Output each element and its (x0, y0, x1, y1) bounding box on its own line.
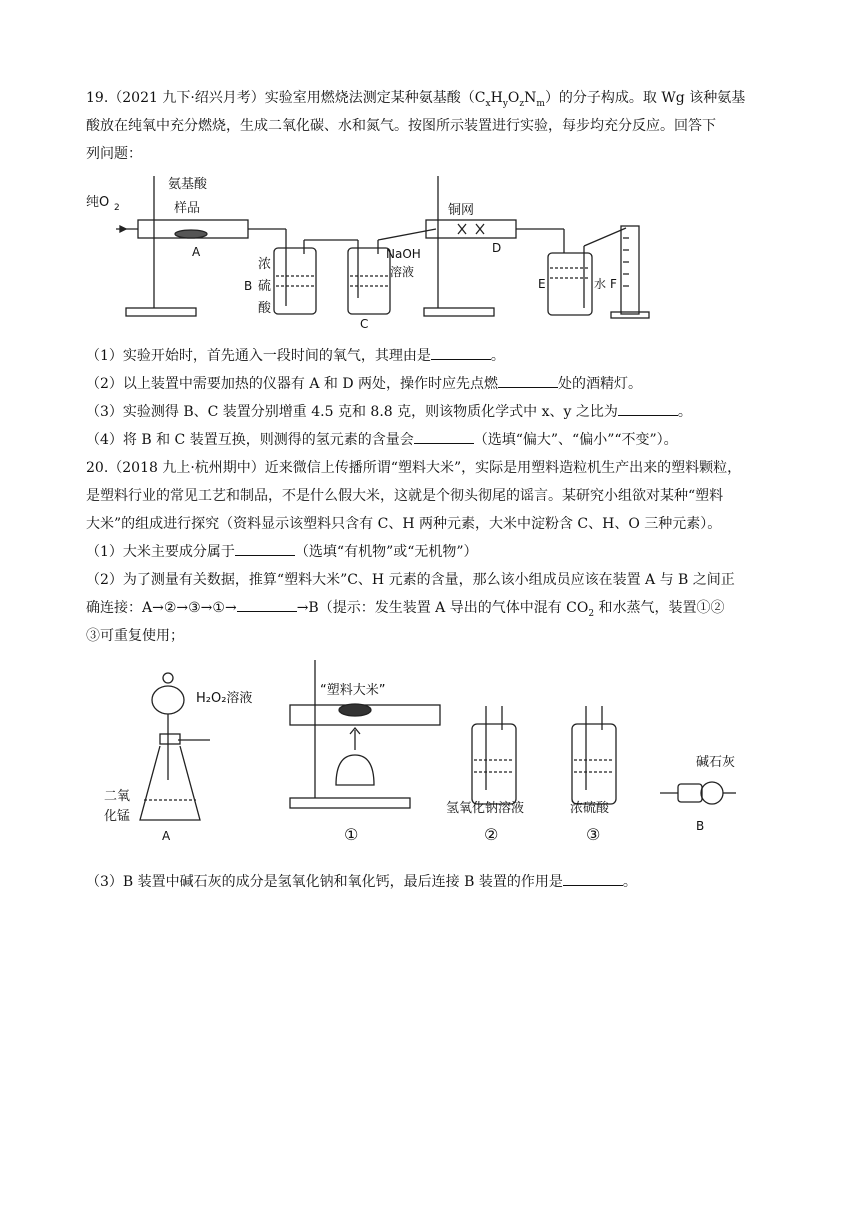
naoh-solution-label: 氢氧化钠溶液 (446, 801, 525, 816)
copper-label: 铜网 (448, 203, 475, 218)
tube-d (426, 220, 516, 238)
q19-sub-2: （2）以上装置中需要加热的仪器有 A 和 D 两处，操作时应先点燃 处的酒精灯。 (86, 370, 776, 398)
bottle-2 (472, 724, 516, 804)
sample-pile (175, 230, 207, 238)
label-a: A (192, 245, 201, 259)
naoh-label-2: 溶液 (390, 265, 415, 279)
answer-blank[interactable] (498, 373, 558, 388)
q19-sub-3: （3）实验测得 B、C 装置分别增重 4.5 克和 8.8 克，则该物质化学式中 x、y 之比为 。 (86, 398, 776, 426)
q19-sub-1: （1）实验开始时，首先通入一段时间的氧气，其理由是 。 (86, 342, 776, 370)
stand-base-d (424, 308, 494, 316)
q20-line-1: 20.（2018 九上·杭州期中）近来微信上传播所谓“塑料大米”，实际是用塑料造粒机生产出来的塑料颗粒， (86, 460, 742, 476)
mno2-label-1: 二氧 (104, 789, 131, 804)
q19-line-2: 酸放在纯氧中充分燃烧，生成二氧化碳、水和氮气。按图所示装置进行实验，每步均充分反应。回答下 (86, 118, 716, 134)
answer-blank[interactable] (431, 345, 491, 360)
label-b: B (244, 279, 253, 293)
bottle-b (274, 248, 316, 314)
label-b: B (696, 819, 705, 833)
q19-apparatus-svg (86, 168, 676, 338)
label-f: F (610, 277, 617, 291)
acid-label-3: 酸 (258, 301, 272, 316)
acid-label-2: 硫 (258, 279, 272, 294)
device-number-1: ① (344, 825, 359, 844)
mno2-label-2: 化锰 (104, 809, 131, 824)
rice-sample (339, 704, 371, 716)
answer-blank[interactable] (237, 597, 297, 612)
arrow-icon (120, 226, 126, 232)
q20-sub-2-line-2: 确连接：A→②→③→①→ →B（提示：发生装置 A 导出的气体中混有 $CO_2$ 和水蒸气，装置①② (86, 594, 776, 628)
water-label: 水 (594, 277, 607, 291)
sample-label-1: 氨基酸 (168, 177, 208, 192)
q20-line-3: 大米”的组成进行探究（资料显示该塑料只含有 C、H 两种元素，大米中淀粉含 C、H、O 三种元素）。 (86, 516, 722, 532)
label-e: E (538, 277, 546, 291)
bottle-3 (572, 724, 616, 804)
bottle-c (348, 248, 390, 314)
device-number-2: ② (484, 825, 499, 844)
answer-blank[interactable] (235, 541, 295, 556)
stand-base-a (126, 308, 196, 316)
cylinder-f (621, 226, 639, 314)
o2-subscript: 2 (114, 203, 120, 213)
bottle-e (548, 253, 592, 315)
h2o2-label: H₂O₂溶液 (196, 691, 253, 706)
soda-lime-label: 碱石灰 (696, 755, 736, 770)
alcohol-lamp (336, 755, 374, 785)
q19-apparatus-figure (86, 168, 676, 338)
drying-tube-b (678, 784, 702, 802)
acid-label-1: 浓 (258, 257, 272, 272)
acid-solution-label: 浓硫酸 (570, 801, 610, 816)
q19-line-1: 19.（2021 九下·绍兴月考）实验室用燃烧法测定某种氨基酸$(C_xH_yO_zN_m)$的分子构成。取 Wg 该种氨基 (86, 90, 746, 109)
device-number-3: ③ (586, 825, 601, 844)
q20-sub-2-line-1: （2）为了测量有关数据，推算“塑料大米”C、H 元素的含量，那么该小组成员应该在装置 A 与 B 之间正 (86, 572, 735, 588)
stand-base-1 (290, 798, 410, 808)
sample-label-2: 样品 (174, 201, 201, 216)
answer-blank[interactable] (618, 401, 678, 416)
label-c: C (360, 317, 369, 331)
o2-label: 纯O (86, 195, 110, 210)
answer-blank[interactable] (414, 429, 474, 444)
q20-apparatus-figure (100, 650, 760, 850)
soda-lime-bulb (701, 782, 723, 804)
q20-apparatus-svg (100, 650, 760, 850)
label-d: D (492, 241, 502, 255)
rice-label: “塑料大米” (320, 683, 386, 698)
q19-line-3: 列问题： (86, 146, 142, 162)
q20-sub-1: （1）大米主要成分属于 （选填“有机物”或“无机物”） (86, 538, 776, 566)
label-a: A (162, 829, 171, 843)
separatory-funnel (152, 686, 184, 714)
answer-blank[interactable] (563, 871, 623, 886)
conical-flask (140, 746, 200, 820)
q20-line-2: 是塑料行业的常见工艺和制品，不是什么假大米，这就是个彻头彻尾的谣言。某研究小组欲对某种“塑料 (86, 488, 724, 504)
funnel-stopper (163, 673, 173, 683)
q20-sub-2-line-3: ③可重复使用； (86, 628, 184, 644)
naoh-label-1: NaOH (386, 247, 421, 261)
copper-mesh (458, 224, 484, 234)
q19-sub-4: （4）将 B 和 C 装置互换，则测得的氢元素的含量会 （选填“偏大”、“偏小”“不变”）。 (86, 426, 776, 454)
q20-sub-3: （3）B 装置中碱石灰的成分是氢氧化钠和氧化钙，最后连接 B 装置的作用是 。 (86, 868, 776, 896)
